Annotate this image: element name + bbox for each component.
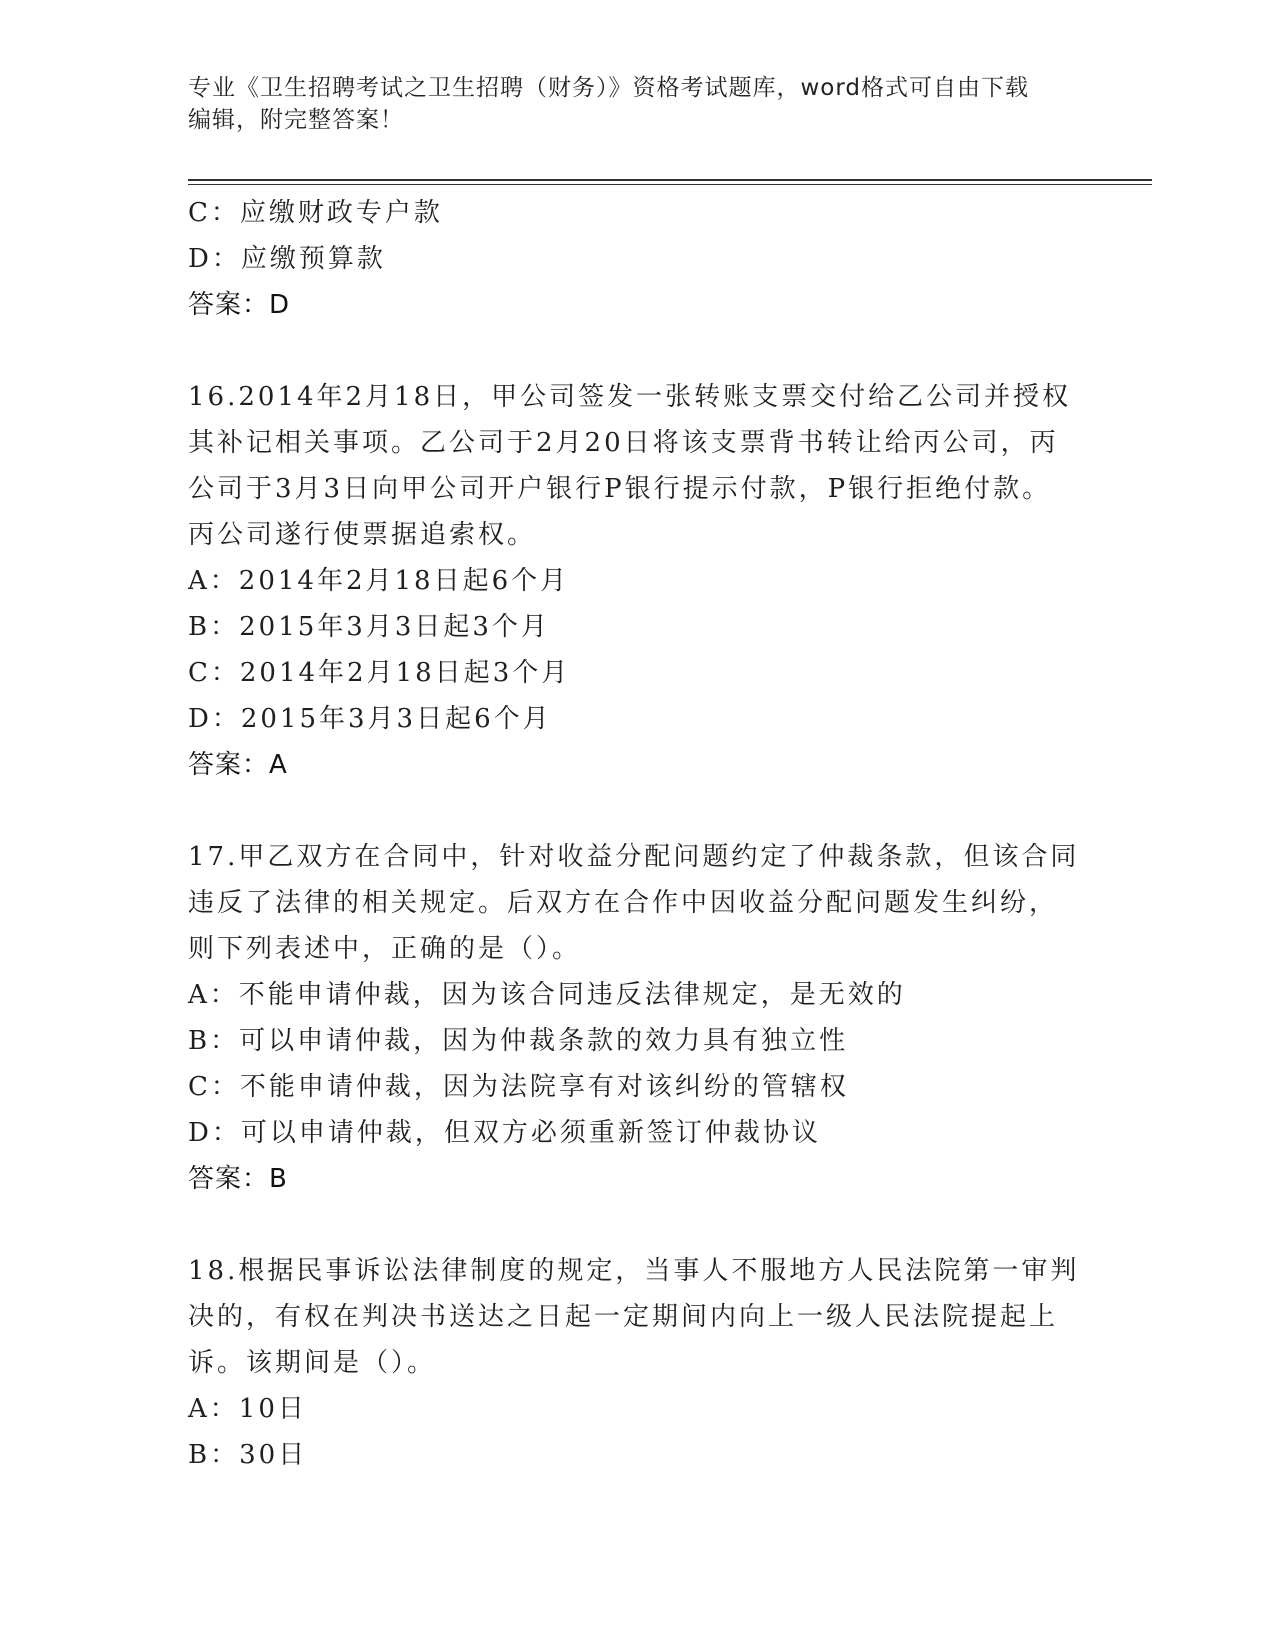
question-stem-line: 17.甲乙双方在合同中，针对收益分配问题约定了仲裁条款，但该合同 <box>188 842 1080 872</box>
question-stem-line: 违反了法律的相关规定。后双方在合作中因收益分配问题发生纠纷， <box>188 888 1059 918</box>
header-divider-thick <box>188 179 1152 181</box>
option-c: C：应缴财政专户款 <box>188 198 443 228</box>
option-d: D：应缴预算款 <box>188 244 386 274</box>
answer-line: 答案：B <box>188 1164 288 1194</box>
question-stem-line: 则下列表述中，正确的是（）。 <box>188 934 582 964</box>
question-16 <box>188 374 1088 788</box>
question-stem-line: 18.根据民事诉讼法律制度的规定，当事人不服地方人民法院第一审判 <box>188 1256 1080 1286</box>
question-stem-line: 公司于3月3日向甲公司开户银行P银行提示付款，P银行拒绝付款。 <box>188 474 1052 504</box>
question-stem-line: 其补记相关事项。乙公司于2月20日将该支票背书转让给丙公司，丙 <box>188 428 1059 458</box>
option-a: A：2014年2月18日起6个月 <box>188 566 570 596</box>
question-stem-line: 决的，有权在判决书送达之日起一定期间内向上一级人民法院提起上 <box>188 1302 1059 1332</box>
option-b: B：2015年3月3日起3个月 <box>188 612 550 642</box>
option-d: D：可以申请仲裁，但双方必须重新签订仲裁协议 <box>188 1118 821 1148</box>
spacer <box>188 788 1088 834</box>
question-list <box>188 190 1088 1478</box>
option-b: B：可以申请仲裁，因为仲裁条款的效力具有独立性 <box>188 1026 849 1056</box>
header-line-2: 编辑，附完整答案！ <box>188 107 404 133</box>
option-c: C：不能申请仲裁，因为法院享有对该纠纷的管辖权 <box>188 1072 849 1102</box>
question-stem-line: 丙公司遂行使票据追索权。 <box>188 520 537 550</box>
option-a: A：不能申请仲裁，因为该合同违反法律规定，是无效的 <box>188 980 906 1010</box>
option-c: C：2014年2月18日起3个月 <box>188 658 571 688</box>
header-divider-thin <box>188 184 1152 185</box>
question-15 <box>188 190 1088 328</box>
question-stem-line: 诉。该期间是（）。 <box>188 1348 437 1378</box>
option-a: A：10日 <box>188 1394 307 1424</box>
question-stem-line: 16.2014年2月18日，甲公司签发一张转账支票交付给乙公司并授权 <box>188 382 1072 412</box>
spacer <box>188 328 1088 374</box>
option-b: B：30日 <box>188 1440 308 1470</box>
document-header <box>188 72 1068 136</box>
spacer <box>188 1202 1088 1248</box>
answer-line: 答案：D <box>188 290 291 320</box>
question-18 <box>188 1248 1088 1478</box>
answer-line: 答案：A <box>188 750 288 780</box>
question-17 <box>188 834 1088 1202</box>
header-line-1: 专业《卫生招聘考试之卫生招聘（财务）》资格考试题库，word格式可自由下载 <box>188 75 1030 101</box>
option-d: D：2015年3月3日起6个月 <box>188 704 552 734</box>
